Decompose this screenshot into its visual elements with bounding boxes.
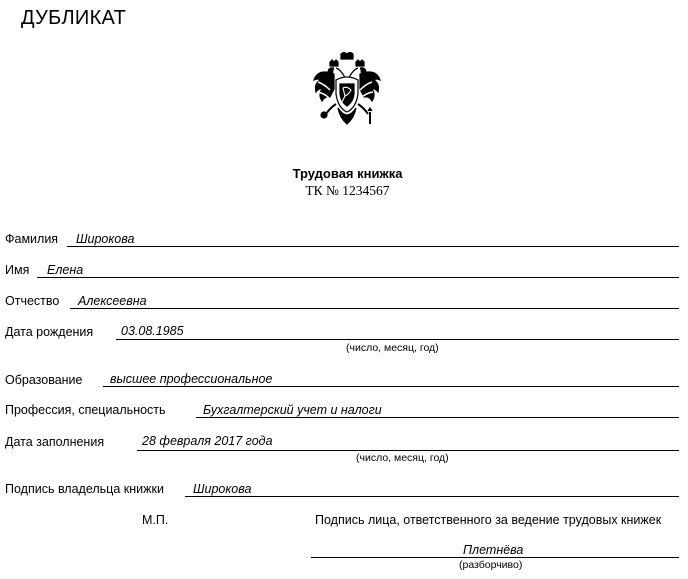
profession-underline — [196, 417, 679, 418]
name-value: Елена — [47, 263, 84, 277]
name-label: Имя — [5, 263, 30, 277]
birth-date-value: 03.08.1985 — [121, 324, 184, 338]
profession-label: Профессия, специальность — [5, 403, 166, 417]
surname-label: Фамилия — [5, 232, 59, 246]
fill-date-underline — [137, 450, 679, 451]
document-title: Трудовая книжка — [292, 166, 403, 181]
birth-date-underline — [116, 339, 679, 340]
owner-signature-underline — [185, 496, 679, 497]
birth-date-hint: (число, месяц, год) — [346, 342, 439, 354]
profession-value: Бухгалтерский учет и налоги — [203, 403, 382, 417]
responsible-person-value: Плетнёва — [463, 543, 524, 557]
birth-date-label: Дата рождения — [5, 325, 94, 339]
fill-date-hint: (число, месяц, год) — [356, 452, 449, 464]
document-number: ТК № 1234567 — [305, 183, 390, 198]
patronymic-label: Отчество — [5, 294, 60, 308]
responsible-person-label: Подпись лица, ответственного за ведение трудовых книжек — [315, 513, 662, 527]
surname-value: Широкова — [76, 232, 135, 246]
russian-coat-of-arms-icon — [312, 52, 382, 128]
name-underline — [37, 277, 679, 278]
surname-underline — [67, 246, 679, 247]
patronymic-underline — [70, 308, 679, 309]
responsible-person-hint: (разборчиво) — [459, 559, 523, 571]
fill-date-value: 28 февраля 2017 года — [142, 434, 273, 448]
stamp-place: М.П. — [142, 513, 169, 527]
responsible-person-underline — [311, 557, 679, 558]
education-value: высшее профессиональное — [110, 372, 273, 386]
owner-signature-value: Широкова — [193, 482, 252, 496]
education-underline — [103, 386, 679, 387]
duplicate-mark: ДУБЛИКАТ — [21, 7, 127, 29]
education-label: Образование — [5, 373, 83, 387]
patronymic-value: Алексеевна — [78, 294, 147, 308]
owner-signature-label: Подпись владельца книжки — [5, 482, 164, 496]
fill-date-label: Дата заполнения — [5, 435, 105, 449]
